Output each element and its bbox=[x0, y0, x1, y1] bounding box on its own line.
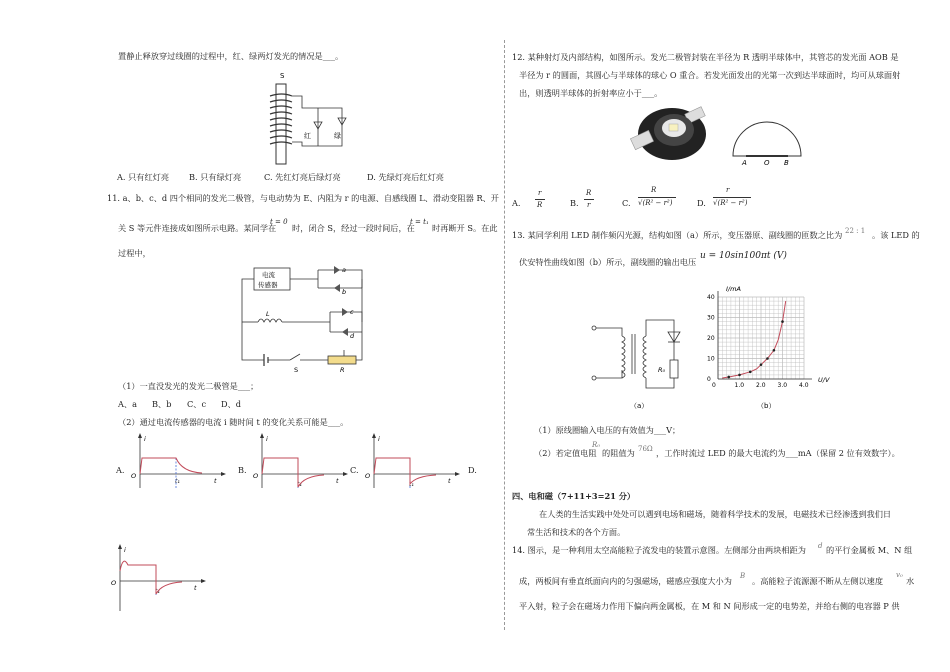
q11-line2c: 时再断开 S。在此 bbox=[432, 223, 498, 233]
t-axis-arrow bbox=[221, 472, 226, 476]
fig11-a-label: a bbox=[342, 266, 346, 274]
fig12-A-label: A bbox=[742, 159, 747, 166]
q12-line1: 12. 某种射灯及内部结构，如图所示。发光二极管封装在半径为 R 透明半球体中，其管芯的发光面 AOB 是 bbox=[512, 52, 899, 62]
y-tick-label: 10 bbox=[707, 355, 715, 363]
q10-option-a[interactable]: A. 只有红灯亮 bbox=[117, 172, 170, 182]
fig11-S-label: S bbox=[294, 366, 299, 374]
q11-sub1: （1）一直没发光的发光二极管是___； bbox=[118, 381, 259, 391]
q11-sub1-option-d[interactable]: D、d bbox=[221, 399, 241, 409]
t-axis-arrow bbox=[343, 472, 348, 476]
q11-line1: 11. a、b、c、d 四个相同的发光二极管，与电动势为 E、内阻为 r 的电源、自感线圈 L、滑动变阻器 R、开 bbox=[107, 193, 499, 203]
origin-label: O bbox=[131, 472, 137, 480]
current-curve bbox=[262, 458, 324, 487]
fig13b-xlabel: U/V bbox=[818, 376, 830, 384]
i-axis-arrow bbox=[118, 544, 122, 549]
t1-label: t₁ bbox=[155, 588, 160, 595]
figure-q10-coil-leds bbox=[262, 64, 352, 170]
secondary-coil bbox=[643, 336, 646, 378]
q14-line2c: 水 bbox=[906, 576, 915, 586]
q12-option-a-letter[interactable]: A. bbox=[512, 198, 521, 208]
x-tick-label: 4.0 bbox=[799, 382, 809, 389]
led-c-symbol bbox=[342, 308, 348, 316]
x-origin-label: 0 bbox=[712, 382, 716, 389]
q12-line3: 出，则透明半球体的折射率应小于___。 bbox=[519, 88, 663, 98]
q14-d: d bbox=[818, 542, 823, 550]
data-point bbox=[760, 363, 763, 366]
figure-q13b-iv-chart bbox=[702, 282, 832, 414]
led-a-symbol bbox=[334, 266, 340, 274]
resistor-R0 bbox=[670, 360, 678, 378]
i-axis-arrow bbox=[138, 433, 142, 438]
q11-sub2: （2）通过电流传感器的电流 i 随时间 t 的变化关系可能是___。 bbox=[118, 417, 349, 427]
t-axis-arrow bbox=[455, 472, 460, 476]
q11-sub1-option-c[interactable]: C、c bbox=[187, 399, 207, 409]
t-label: t bbox=[194, 584, 197, 592]
q12-option-a-den: R bbox=[537, 201, 543, 209]
fig13a-R0-label: R₀ bbox=[658, 366, 666, 374]
q12-option-d-letter[interactable]: D. bbox=[697, 198, 706, 208]
q13-sub2c: ，工作时流过 LED 的最大电流约为___mA（保留 2 位有效数字）。 bbox=[656, 448, 900, 458]
fig11-sensor-label2: 传感器 bbox=[258, 281, 278, 289]
q11-line2a: 关 S 等元件连接成如图所示电路。某同学在 bbox=[118, 223, 277, 233]
section-4-intro2: 常生活和技术的各个方面。 bbox=[527, 527, 626, 537]
fig11-c-label: c bbox=[350, 308, 354, 316]
t-label: t bbox=[214, 477, 217, 485]
data-point bbox=[727, 376, 730, 379]
q13-sub2a: （2）若定值电阻 bbox=[534, 448, 597, 458]
fig10-s-label: S bbox=[280, 72, 285, 80]
fig11-R-label: R bbox=[340, 366, 345, 374]
q12-option-b-den: r bbox=[587, 201, 591, 209]
q13-ratio: 22 : 1 bbox=[845, 227, 866, 235]
q10-tail-text: 置静止释放穿过线圈的过程中，红、绿两灯发光的情况是___。 bbox=[118, 51, 344, 61]
q11-sub1-option-b[interactable]: B、b bbox=[152, 399, 172, 409]
q10-option-d[interactable]: D. 先绿灯亮后红灯亮 bbox=[367, 172, 444, 182]
q14-line1b: 的平行金属板 M、N 组 bbox=[826, 545, 913, 555]
t1-label: t₁ bbox=[297, 481, 302, 488]
y-tick-label: 40 bbox=[707, 294, 715, 301]
fig11-d-label: d bbox=[350, 332, 355, 340]
i-label: i bbox=[144, 435, 146, 443]
x-tick-label: 3.0 bbox=[777, 382, 788, 389]
graph-option-a-label[interactable]: A. bbox=[116, 465, 125, 475]
q13-line1b: 。该 LED 的 bbox=[872, 230, 920, 240]
origin-label: O bbox=[365, 472, 371, 480]
graph-option-d-label[interactable]: D. bbox=[468, 465, 477, 475]
data-point bbox=[738, 374, 741, 377]
t1-label: t₁ bbox=[409, 481, 414, 488]
q12-option-b-letter[interactable]: B. bbox=[570, 198, 579, 208]
rheostat-R bbox=[328, 356, 356, 364]
section-4-intro1: 在人类的生活实践中处处可以遇到电场和磁场，随着科学技术的发展，电磁技术已经渗透到我们日 bbox=[539, 509, 892, 519]
fig12-O-label: O bbox=[764, 159, 770, 166]
q12-option-c-letter[interactable]: C. bbox=[622, 198, 631, 208]
origin-label: O bbox=[253, 472, 259, 480]
y-tick-label: 20 bbox=[707, 335, 715, 342]
fig10-red-label: 红 bbox=[304, 132, 311, 140]
primary-coil bbox=[622, 336, 625, 378]
data-point bbox=[766, 357, 769, 360]
section-4-title: 四、电和磁（7+11+3=21 分） bbox=[512, 491, 636, 501]
q11-t0: t = 0 bbox=[270, 218, 288, 226]
graph-a[interactable] bbox=[128, 432, 228, 490]
q13-R0: R₀ bbox=[592, 441, 601, 449]
q14-line2a: 成，两板间有垂直纸面向内的匀强磁场，磁感应强度大小为 bbox=[519, 576, 732, 586]
fig12-B-label: B bbox=[784, 159, 789, 166]
grid bbox=[718, 297, 804, 379]
switch-S bbox=[290, 354, 300, 360]
i-label: i bbox=[266, 435, 268, 443]
graph-option-b-label[interactable]: B. bbox=[238, 465, 247, 475]
figure-q11-circuit bbox=[234, 262, 374, 374]
fig13b-caption: （b） bbox=[757, 402, 776, 410]
fig11-sensor-label1: 电流 bbox=[262, 271, 275, 279]
q14-v0: v₀ bbox=[896, 571, 903, 579]
q12-option-a-num: r bbox=[538, 189, 542, 197]
fig13b-ylabel: I/mA bbox=[726, 285, 741, 293]
q13-sub1: （1）原线圈输入电压的有效值为___V； bbox=[534, 425, 681, 435]
y-tick-label: 0 bbox=[707, 376, 711, 383]
current-curve bbox=[120, 561, 182, 594]
t-axis-arrow bbox=[201, 579, 206, 583]
q14-line1a: 14. 图示，是一种利用太空高能粒子流发电的装置示意图。左侧部分由两块相距为 bbox=[512, 545, 806, 555]
i-axis-arrow bbox=[372, 433, 376, 438]
column-divider bbox=[504, 40, 505, 630]
q11-sub1-option-a[interactable]: A、a bbox=[118, 399, 137, 409]
figure-q12-semicircle bbox=[730, 118, 805, 166]
led-b-symbol bbox=[334, 284, 340, 292]
data-point bbox=[773, 349, 776, 352]
current-curve bbox=[374, 458, 436, 484]
iv-curve bbox=[722, 301, 785, 378]
fig10-green-label: 绿 bbox=[334, 132, 341, 140]
origin-label: O bbox=[111, 579, 117, 587]
x-tick-label: 1.0 bbox=[734, 382, 745, 389]
i-label: i bbox=[124, 546, 126, 554]
q11-t1: t = t₁ bbox=[410, 218, 429, 226]
q12-line2: 半径为 r 的圆面，其圆心与半球体的球心 O 重合。若发光面发出的光第一次到达半球面时，均可从球面射 bbox=[519, 70, 901, 80]
q12-option-d-den: √(R² − r²) bbox=[713, 199, 748, 207]
coil-windings bbox=[270, 94, 292, 144]
q10-option-b[interactable]: B. 只有绿灯亮 bbox=[189, 172, 242, 182]
data-point bbox=[749, 371, 752, 374]
q12-option-c-num: R bbox=[651, 186, 657, 194]
t1-label: t₁ bbox=[175, 478, 180, 485]
t-label: t bbox=[448, 477, 451, 485]
q14-line2b: 。高能粒子流源源不断从左侧以速度 bbox=[752, 576, 884, 586]
q13-line1a: 13. 某同学利用 LED 制作频闪光源，结构如图（a）所示，变压器原、副线圈的匝数之比为 bbox=[512, 230, 843, 240]
led-lamp-image bbox=[626, 100, 708, 164]
q10-option-c[interactable]: C. 先红灯亮后绿灯亮 bbox=[264, 172, 341, 182]
t-label: t bbox=[336, 477, 339, 485]
q12-option-d-num: r bbox=[726, 186, 730, 194]
fig13a-caption: （a） bbox=[630, 402, 649, 410]
q14-line3: 平入射，粒子会在磁场力作用下偏向两金属板，在 M 和 N 间形成一定的电势差，并给右侧的电容器 P 供 bbox=[519, 601, 900, 611]
q13-sub2b: 的阻值为 bbox=[602, 448, 635, 458]
q11-line3: 过程中， bbox=[118, 248, 151, 258]
y-tick-label: 30 bbox=[707, 314, 715, 322]
q13-R0val: 76Ω bbox=[638, 445, 653, 453]
i-label: i bbox=[378, 435, 380, 443]
q13-voltage: u = 10sin100πt (V) bbox=[700, 251, 787, 261]
inductor-L bbox=[258, 319, 282, 322]
q14-B: B bbox=[740, 572, 746, 580]
fig11-L-label: L bbox=[266, 310, 270, 318]
q11-line2b: 时，闭合 S，经过一段时间后，在 bbox=[292, 223, 415, 233]
current-curve bbox=[140, 458, 202, 474]
q12-option-c-den: √(R² − r²) bbox=[638, 199, 673, 207]
fig11-b-label: b bbox=[342, 288, 347, 296]
data-point bbox=[781, 320, 784, 323]
led-d-symbol bbox=[342, 328, 348, 336]
graph-d[interactable] bbox=[108, 543, 208, 613]
figure-q13a-transformer bbox=[590, 312, 690, 412]
i-axis-arrow bbox=[260, 433, 264, 438]
q12-option-b-num: R bbox=[586, 189, 592, 197]
q13-line2a: 伏安特性曲线如图（b）所示，副线圈的输出电压 bbox=[519, 257, 697, 267]
graph-b[interactable] bbox=[250, 432, 350, 490]
graph-option-c-label[interactable]: C. bbox=[350, 465, 359, 475]
x-tick-label: 2.0 bbox=[756, 382, 766, 389]
graph-c[interactable] bbox=[362, 432, 462, 490]
